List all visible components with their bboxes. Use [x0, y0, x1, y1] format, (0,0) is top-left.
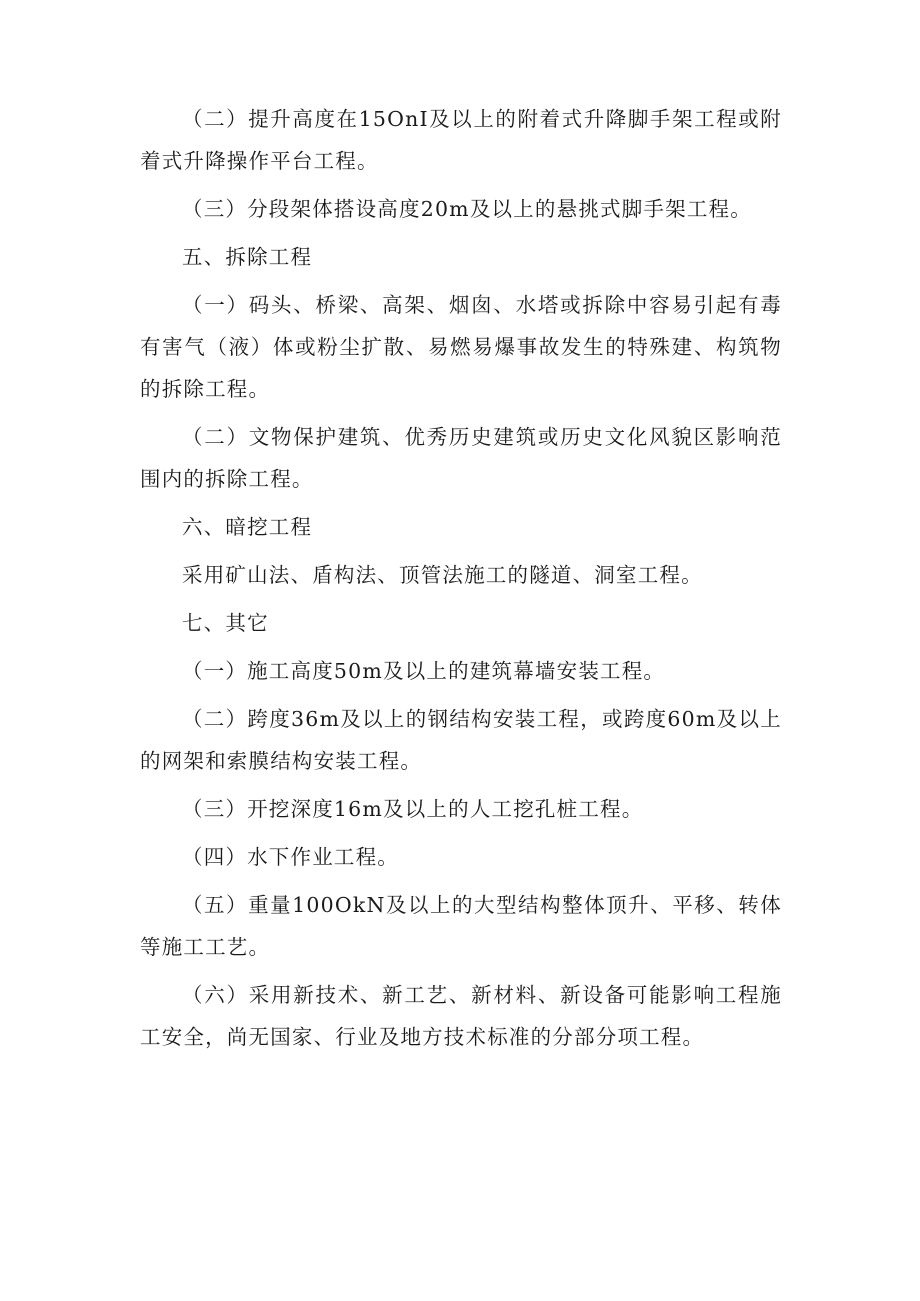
paragraph-item-3: （三）分段架体搭设高度20m及以上的悬挑式脚手架工程。	[182, 197, 752, 221]
section-heading-demolition: 五、拆除工程	[182, 245, 313, 269]
paragraph-other-2: （二）跨度36m及以上的钢结构安装工程，或跨度60m及以上的网架和索膜结构安装工程。	[140, 707, 782, 773]
paragraph-other-1: （一）施工高度50m及以上的建筑幕墙安装工程。	[182, 659, 666, 683]
paragraph-tunneling: 采用矿山法、盾构法、顶管法施工的隧道、洞室工程。	[182, 563, 703, 587]
paragraph-item-2: （二）提升高度在15OnI及以上的附着式升降脚手架工程或附着式升降操作平台工程。	[140, 107, 782, 173]
section-heading-tunneling: 六、暗挖工程	[182, 515, 313, 539]
paragraph-other-6: （六）采用新技术、新工艺、新材料、新设备可能影响工程施工安全，尚无国家、行业及地方技术标准的分部分项工程。	[140, 983, 782, 1049]
section-heading-other: 七、其它	[182, 611, 269, 635]
paragraph-other-3: （三）开挖深度16m及以上的人工挖孔桩工程。	[182, 797, 644, 821]
paragraph-demolition-1: （一）码头、桥梁、高架、烟囱、水塔或拆除中容易引起有毒有害气（液）体或粉尘扩散、易燃易爆事故发生的特殊建、构筑物的拆除工程。	[140, 293, 782, 401]
document-page	[140, 98, 782, 1064]
paragraph-other-4: （四）水下作业工程。	[182, 845, 399, 869]
paragraph-demolition-2: （二）文物保护建筑、优秀历史建筑或历史文化风貌区影响范围内的拆除工程。	[140, 425, 782, 491]
paragraph-other-5: （五）重量100OkN及以上的大型结构整体顶升、平移、转体等施工工艺。	[140, 893, 782, 959]
